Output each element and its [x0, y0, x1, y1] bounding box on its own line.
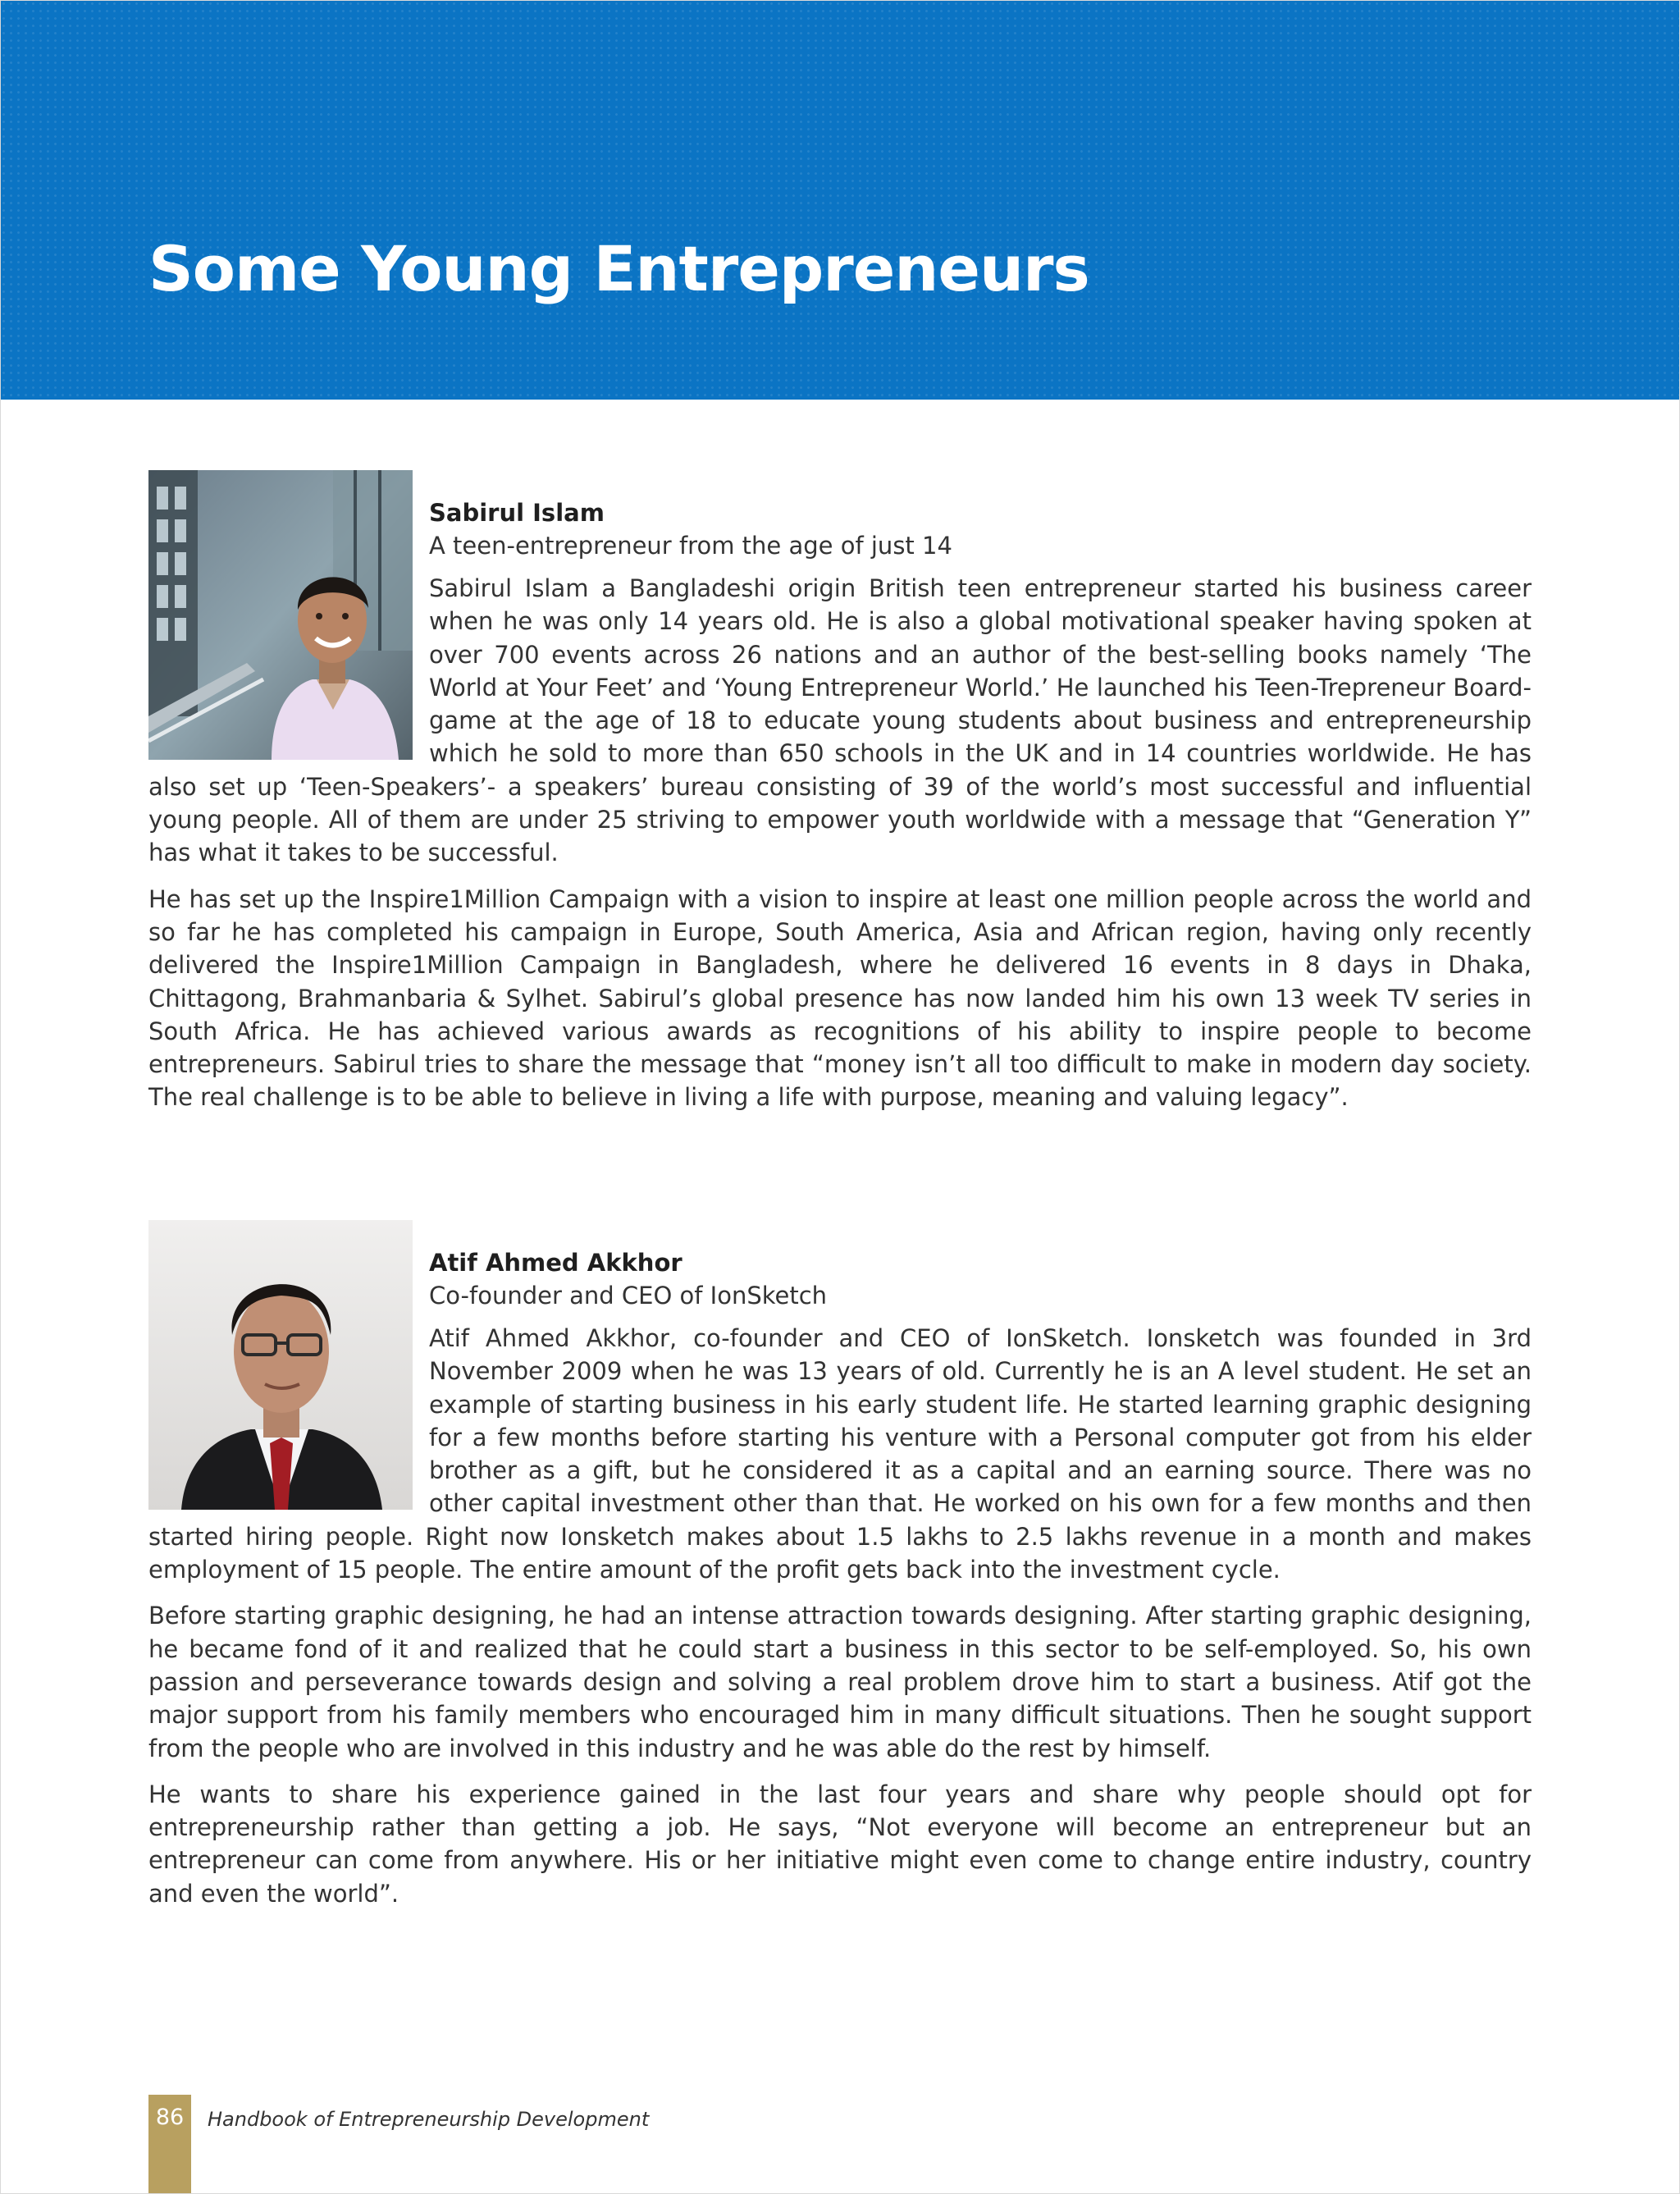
profile-role: Co-founder and CEO of IonSketch — [429, 1282, 828, 1310]
running-footer-title: Handbook of Entrepreneurship Development — [208, 2108, 650, 2131]
profile-paragraph: Sabirul Islam a Bangladeshi origin British teen entrepreneur started his business career when he was only 14 years old. He is also a global motivational speaker having spoken at over 700 events across 26 nations and an author of the best-selling books namely ‘The World at Your Feet’ and ‘Young Entrepreneur World.’ He launched his Teen-Trepreneur Board-game at the age of 18 to educate young students about business and entrepreneurship which he sold to more than 650 schools in the UK and in 14 countries worldwide. He has also set up ‘Teen-Speakers’- a speakers’ bureau consisting of 39 of the world’s most successful and influential young people. All of them are under 25 striving to empower youth worldwide with a message that “Generation Y” has what it takes to be successful. — [148, 574, 1532, 867]
page-title: Some Young Entrepreneurs — [148, 232, 1089, 305]
profile-paragraph: Atif Ahmed Akkhor, co-founder and CEO of IonSketch. Ionsketch was founded in 3rd November 2009 when he was 13 years of old. Currently he is an A level student. He set an example of starting business in his early student life. He started learning graphic designing for a few months before starting his venture with a Personal computer got from his elder brother as a gift, but he considered it as a capital and an earning source. There was no other capital investment other than that. He worked on his own for a few months and then started hiring people. Right now Ionsketch makes about 1.5 lakhs to 2.5 lakhs revenue in a month and makes employment of 15 people. The entire amount of the profit gets back into the investment cycle. — [148, 1324, 1532, 1584]
page-number: 86 — [155, 2105, 185, 2130]
portrait-photo-atif — [148, 1220, 413, 1510]
profile-atif-ahmed-akkhor — [148, 1220, 1532, 1923]
profile-name: Sabirul Islam — [429, 499, 605, 527]
profile-name: Atif Ahmed Akkhor — [429, 1249, 682, 1277]
portrait-photo-sabirul — [148, 470, 413, 760]
profile-paragraph: He has set up the Inspire1Million Campaign with a vision to inspire at least one million people across the world and so far he has completed his campaign in Europe, South America, Asia and African region, having only recently delivered the Inspire1Million Campaign in Bangladesh, where he delivered 16 events in 8 days in Dhaka, Chittagong, Brahmanbaria & Sylhet. Sabirul’s global presence has now landed him his own 13 week TV series in South Africa. He has achieved various awards as recognitions of his ability to inspire people to become entrepreneurs. Sabirul tries to share the message that “money isn’t all too difficult to make in modern day society. The real challenge is to be able to believe in living a life with purpose, meaning and valuing legacy”. — [148, 884, 1532, 1112]
header-banner — [0, 0, 1680, 400]
profile-role: A teen-entrepreneur from the age of just 14 — [429, 532, 952, 560]
profile-paragraph: He wants to share his experience gained in the last four years and share why people should opt for entrepreneurship rather than getting a job. He says, “Not everyone will become an entrepreneur but an entrepreneur can come from anywhere. His or her initiative might even come to change entire industry, country and even the world”. — [148, 1780, 1532, 1908]
profile-paragraph: Before starting graphic designing, he had an intense attraction towards designing. After starting graphic designing, he became fond of it and realized that he could start a business in this sector to be self-employed. So, his own passion and perseverance towards design and solving a real problem drove him to start a business. Atif got the major support from his family members who encouraged him in many difficult situations. Then he sought support from the people who are involved in this industry and he was able do the rest by himself. — [148, 1602, 1532, 1762]
profile-sabirul-islam — [148, 470, 1532, 1127]
